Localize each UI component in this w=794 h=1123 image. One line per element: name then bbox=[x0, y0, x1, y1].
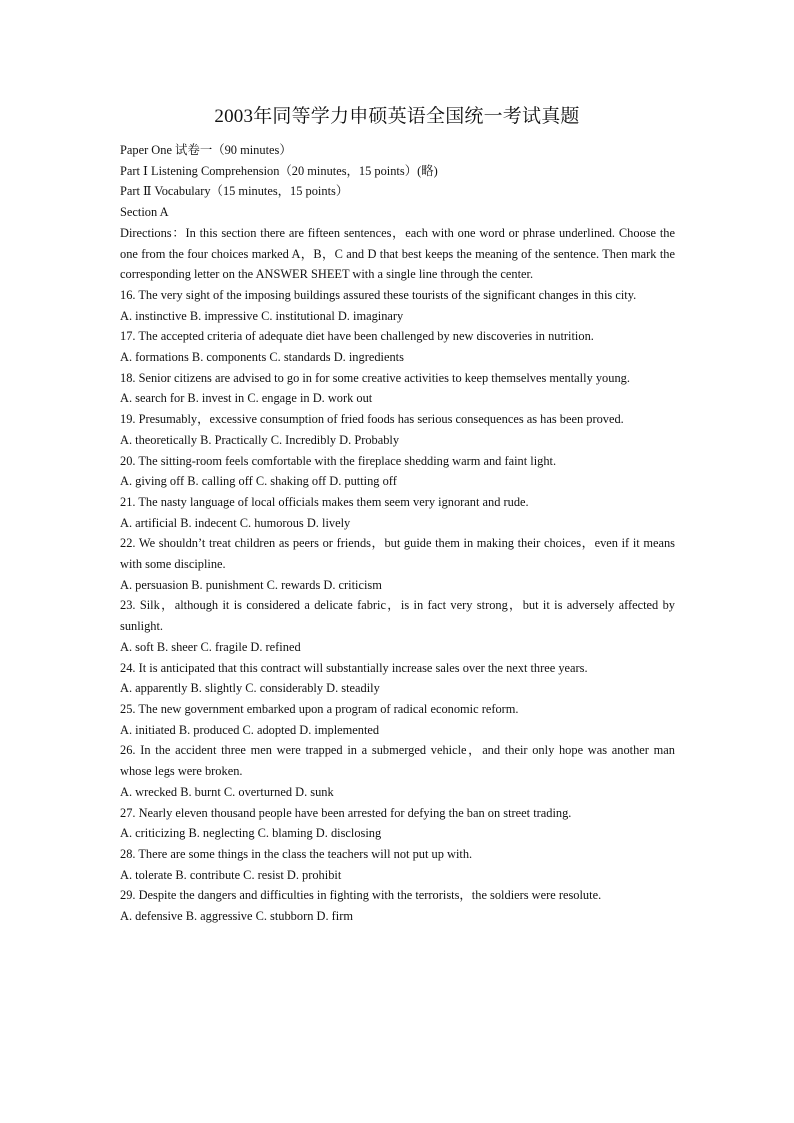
question-26-options: A. wrecked B. burnt C. overturned D. sunk bbox=[120, 784, 334, 799]
question-18: 18. Senior citizens are advised to go in for some creative activities to keep themselves mentally young. bbox=[120, 370, 630, 385]
question-28: 28. There are some things in the class the teachers will not put up with. bbox=[120, 846, 473, 861]
question-27: 27. Nearly eleven thousand people have been arrested for defying the ban on street trading. bbox=[120, 805, 572, 820]
document-body bbox=[120, 140, 675, 927]
question-23: 23. Silk，although it is considered a delicate fabric，is in fact very strong，but it is adversely affected by sunlight. bbox=[120, 598, 675, 634]
question-24-options: A. apparently B. slightly C. considerably D. steadily bbox=[120, 681, 380, 696]
question-16-options: A. instinctive B. impressive C. institutional D. imaginary bbox=[120, 308, 404, 323]
question-24: 24. It is anticipated that this contract will substantially increase sales over the next three years. bbox=[120, 660, 588, 675]
part-two-heading: Part Ⅱ Vocabulary（15 minutes，15 points） bbox=[120, 184, 349, 199]
directions-text: Directions：In this section there are fifteen sentences，each with one word or phrase underlined. Choose the one from the four choices marked A，B，C and D that best keeps the meaning of the sentence. Then mark the corresponding letter on the ANSWER SHEET with a single line through the center. bbox=[120, 225, 675, 282]
question-17: 17. The accepted criteria of adequate diet have been challenged by new discoveries in nutrition. bbox=[120, 329, 594, 344]
question-20-options: A. giving off B. calling off C. shaking off D. putting off bbox=[120, 474, 397, 489]
question-28-options: A. tolerate B. contribute C. resist D. prohibit bbox=[120, 867, 342, 882]
question-29-options: A. defensive B. aggressive C. stubborn D. firm bbox=[120, 909, 353, 924]
question-26: 26. In the accident three men were trapped in a submerged vehicle，and their only hope was another man whose legs were broken. bbox=[120, 743, 675, 779]
question-22: 22. We shouldn’t treat children as peers or friends，but guide them in making their choices，even if it means with some discipline. bbox=[120, 536, 675, 572]
question-16: 16. The very sight of the imposing buildings assured these tourists of the significant changes in this city. bbox=[120, 287, 637, 302]
question-18-options: A. search for B. invest in C. engage in D. work out bbox=[120, 391, 373, 406]
section-heading: Section A bbox=[120, 205, 169, 220]
part-one-heading: Part Ⅰ Listening Comprehension（20 minutes，15 points）(略) bbox=[120, 163, 438, 178]
paper-heading: Paper One 试卷一（90 minutes） bbox=[120, 143, 292, 157]
question-27-options: A. criticizing B. neglecting C. blaming D. disclosing bbox=[120, 826, 382, 841]
question-21: 21. The nasty language of local officials makes them seem very ignorant and rude. bbox=[120, 494, 529, 509]
question-25: 25. The new government embarked upon a program of radical economic reform. bbox=[120, 701, 519, 716]
question-20: 20. The sitting-room feels comfortable with the fireplace shedding warm and faint light. bbox=[120, 453, 557, 468]
question-17-options: A. formations B. components C. standards D. ingredients bbox=[120, 350, 404, 365]
question-21-options: A. artificial B. indecent C. humorous D. lively bbox=[120, 515, 351, 530]
question-19-options: A. theoretically B. Practically C. Incredibly D. Probably bbox=[120, 432, 400, 447]
question-22-options: A. persuasion B. punishment C. rewards D. criticism bbox=[120, 577, 382, 592]
question-19: 19. Presumably，excessive consumption of fried foods has serious consequences as has been proved. bbox=[120, 412, 624, 427]
question-23-options: A. soft B. sheer C. fragile D. refined bbox=[120, 639, 301, 654]
question-25-options: A. initiated B. produced C. adopted D. implemented bbox=[120, 722, 380, 737]
question-29: 29. Despite the dangers and difficulties in fighting with the terrorists，the soldiers were resolute. bbox=[120, 888, 602, 903]
document-title: 2003年同等学力申硕英语全国统一考试真题 bbox=[214, 106, 580, 127]
